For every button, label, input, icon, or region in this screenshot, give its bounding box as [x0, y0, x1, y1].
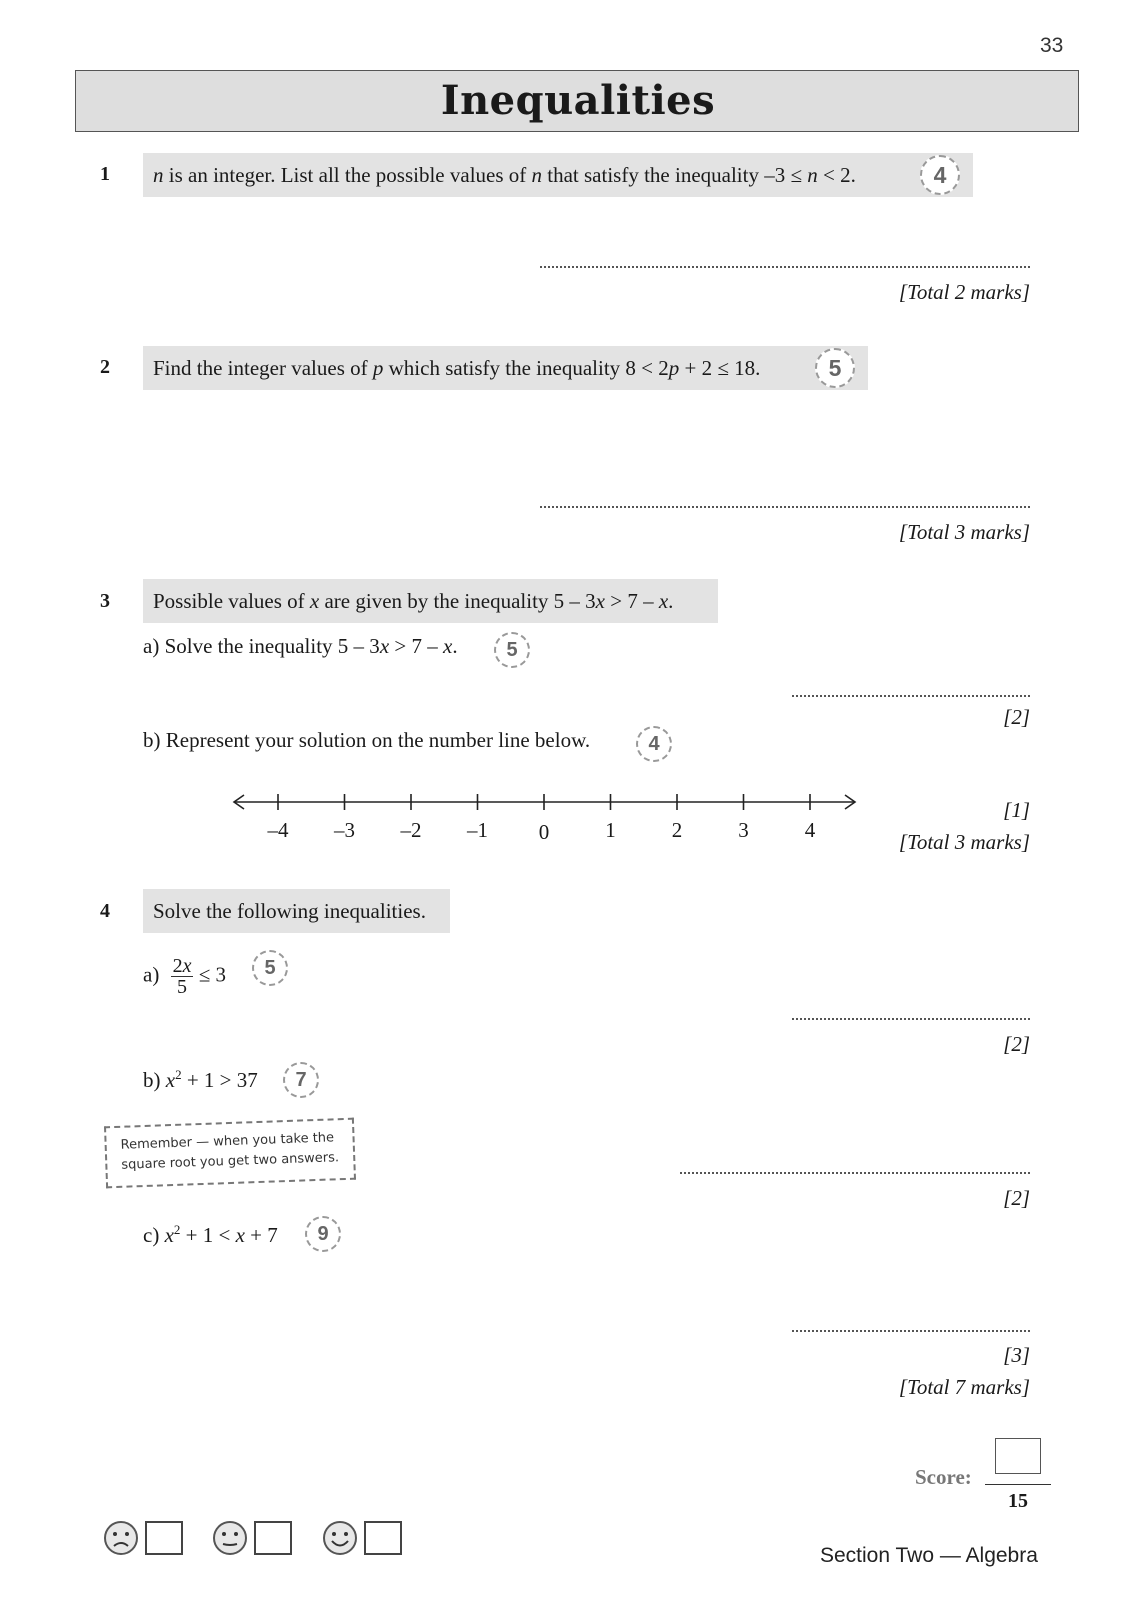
number-line-tick-label: –3 — [334, 818, 355, 842]
score-divider — [985, 1484, 1051, 1485]
question-3b-prompt: b) Represent your solution on the number line below. — [143, 728, 591, 752]
question-2-number: 2 — [100, 356, 110, 378]
happy-face-icon — [322, 1520, 358, 1556]
answer-line[interactable] — [792, 695, 1030, 697]
question-4b-prompt: b) $x^2 + 1 > 37$ — [143, 1067, 258, 1092]
question-2-total-marks: [Total 3 marks] — [898, 520, 1030, 544]
number-line-tick-label: –4 — [267, 818, 289, 842]
grade-badge: 4 — [920, 155, 960, 195]
section-footer: Section Two — Algebra — [820, 1544, 1038, 1567]
question-1-prompt: n is an integer. List all the possible values of n that satisfy the inequality –3 ≤ n < 2. — [143, 153, 973, 197]
grade-badge: 5 — [815, 348, 855, 388]
answer-line[interactable] — [792, 1018, 1030, 1020]
number-line-tick-label: 4 — [804, 818, 816, 842]
number-line-tick-label: 2 — [671, 818, 683, 842]
grade-badge: 9 — [305, 1216, 341, 1252]
page-title: Inequalities — [440, 77, 716, 124]
confidence-checkbox-high[interactable] — [364, 1521, 402, 1555]
question-4a-marks: [2] — [1003, 1032, 1030, 1056]
question-4c-prompt: c) $x^2 + 1 < x + 7$ — [143, 1222, 278, 1247]
score-total: 15 — [1008, 1490, 1028, 1512]
question-3b-marks: [1] — [1003, 798, 1030, 822]
title-bar — [75, 70, 1079, 132]
question-1-total-marks: [Total 2 marks] — [898, 280, 1030, 304]
question-3-number: 3 — [100, 590, 110, 612]
question-4-number: 4 — [100, 900, 110, 922]
number-line-tick-label: –2 — [400, 818, 422, 842]
question-4a-prompt: a) $\frac{2x}{5}$ ≤ 3 — [143, 955, 226, 998]
question-3a-marks: [2] — [1003, 705, 1030, 729]
number-line-tick-label: 3 — [738, 818, 749, 842]
question-3-total-marks: [Total 3 marks] — [898, 830, 1030, 854]
grade-badge: 7 — [283, 1062, 319, 1098]
question-4c-marks: [3] — [1003, 1343, 1030, 1367]
number-line-tick-label: 0 — [538, 820, 550, 844]
number-line-tick-label: 1 — [605, 818, 616, 842]
question-4-prompt: Solve the following inequalities. — [143, 889, 450, 933]
grade-badge: 5 — [252, 950, 288, 986]
question-3a-prompt: a) Solve the inequality 5 – 3x > 7 – x. — [143, 634, 458, 658]
question-4-total-marks: [Total 7 marks] — [898, 1375, 1030, 1399]
grade-badge: 4 — [636, 726, 672, 762]
question-2-prompt: Find the integer values of p which satisfy the inequality 8 < 2p + 2 ≤ 18. — [143, 346, 868, 390]
answer-line[interactable] — [540, 506, 1030, 508]
question-4b-marks: [2] — [1003, 1186, 1030, 1210]
sad-face-icon — [103, 1520, 139, 1556]
answer-line[interactable] — [792, 1330, 1030, 1332]
confidence-checkbox-medium[interactable] — [254, 1521, 292, 1555]
page-number: 33 — [1040, 34, 1064, 57]
score-label: Score: — [915, 1465, 972, 1489]
confidence-checkbox-low[interactable] — [145, 1521, 183, 1555]
question-1-number: 1 — [100, 163, 110, 185]
answer-line[interactable] — [540, 266, 1030, 268]
number-line-tick-label: –1 — [467, 818, 488, 842]
score-input-box[interactable] — [995, 1438, 1041, 1474]
grade-badge: 5 — [494, 632, 530, 668]
neutral-face-icon — [212, 1520, 248, 1556]
answer-line[interactable] — [680, 1172, 1030, 1174]
hint-note: Remember — when you take the square root you get two answers. — [104, 1118, 356, 1189]
fraction: $\frac{2x}{5}$ — [172, 955, 192, 998]
question-3-prompt: Possible values of x are given by the inequality 5 – 3x > 7 – x. — [143, 579, 718, 623]
